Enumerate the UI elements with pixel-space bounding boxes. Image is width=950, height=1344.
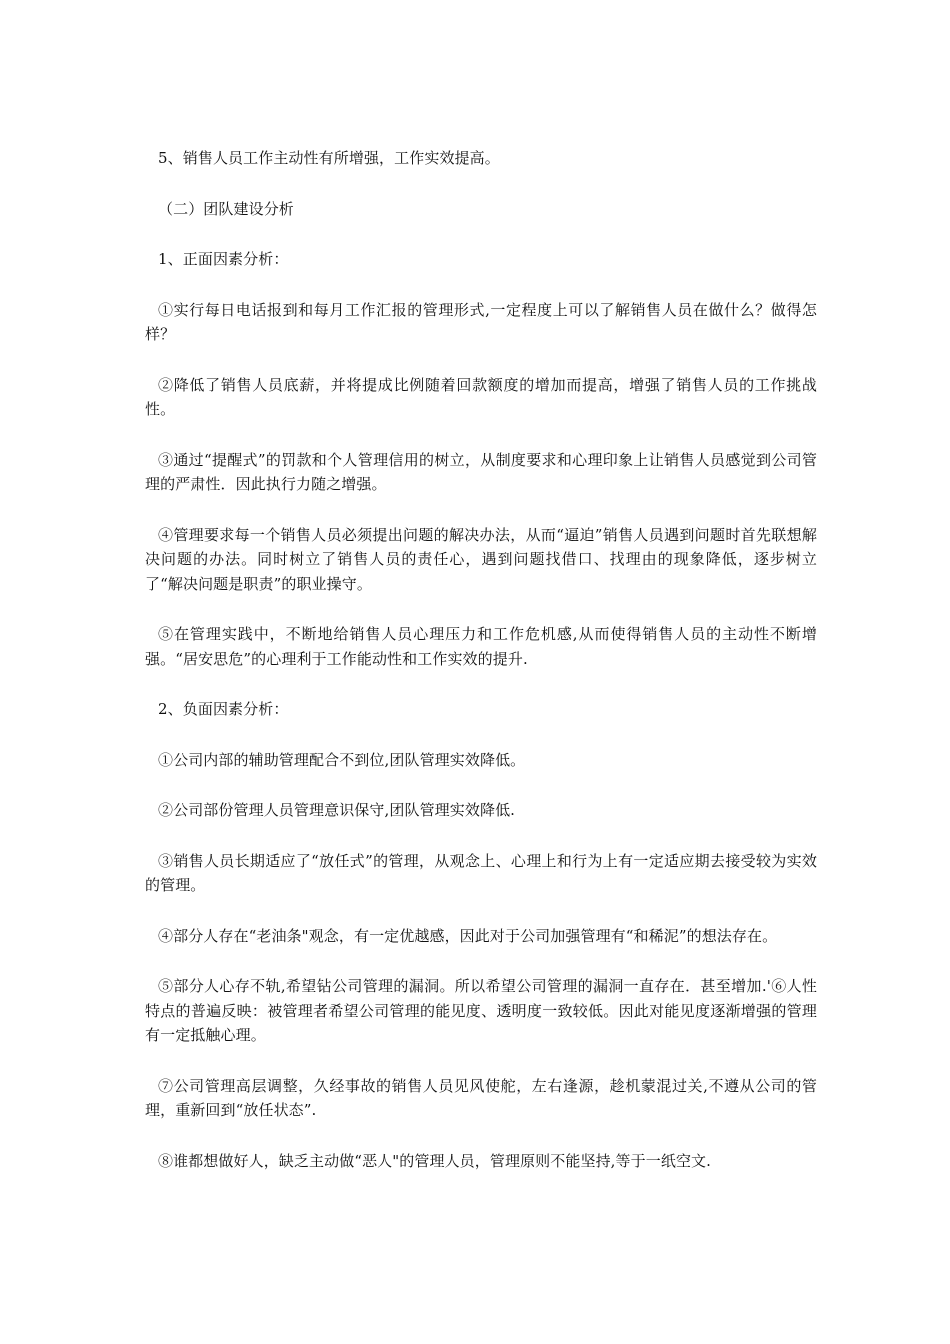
- paragraph-negative-3: ③销售人员长期适应了“放任式”的管理，从观念上、心理上和行为上有一定适应期去接受较为实效的管理。: [145, 851, 817, 894]
- subheading-negative-factors: 2、负面因素分析：: [158, 700, 289, 718]
- paragraph-positive-1: ①实行每日电话报到和每月工作汇报的管理形式,一定程度上可以了解销售人员在做什么？做得怎样？: [145, 300, 817, 343]
- paragraph-negative-7: ⑦公司管理高层调整，久经事故的销售人员见风使舵，左右逢源，趁机蒙混过关,不遵从公司的管理，重新回到“放任状态”.: [145, 1076, 817, 1119]
- paragraph-positive-5: ⑤在管理实践中，不断地给销售人员心理压力和工作危机感,从而使得销售人员的主动性不断增强。“居安思危”的心理利于工作能动性和工作实效的提升.: [145, 625, 817, 668]
- paragraph-positive-4: ④管理要求每一个销售人员必须提出问题的解决办法，从而“逼迫”销售人员遇到问题时首先联想解决问题的办法。同时树立了销售人员的责任心，遇到问题找借口、找理由的现象降低，逐步树立了“解决问题是职责”的职业操守。: [145, 525, 817, 593]
- paragraph-negative-5-6: ⑤部分人心存不轨,希望钻公司管理的漏洞。所以希望公司管理的漏洞一直存在．甚至增加.'⑥人性特点的普遍反映：被管理者希望公司管理的能见度、透明度一致较低。因此对能见度逐渐增强的管理有一定抵触心理。: [145, 977, 817, 1044]
- paragraph-positive-3: ③通过“提醒式”的罚款和个人管理信用的树立，从制度要求和心理印象上让销售人员感觉到公司管理的严肃性．因此执行力随之增强。: [145, 450, 817, 493]
- document-body: [145, 146, 817, 1199]
- paragraph-sales-initiative: 5、销售人员工作主动性有所增强，工作实效提高。: [158, 149, 500, 167]
- section-heading-team-analysis: （二）团队建设分析: [158, 199, 294, 218]
- paragraph-negative-8: ⑧谁都想做好人，缺乏主动做“恶人"的管理人员，管理原则不能坚持,等于一纸空文.: [158, 1151, 712, 1170]
- paragraph-negative-2: ②公司部份管理人员管理意识保守,团队管理实效降低.: [158, 801, 516, 819]
- paragraph-positive-2: ②降低了销售人员底薪，并将提成比例随着回款额度的增加而提高，增强了销售人员的工作挑战性。: [145, 375, 817, 418]
- subheading-positive-factors: 1、正面因素分析：: [158, 250, 289, 268]
- paragraph-negative-4: ④部分人存在“老油条"观念，有一定优越感，因此对于公司加强管理有“和稀泥”的想法存在。: [158, 926, 778, 945]
- paragraph-negative-1: ①公司内部的辅助管理配合不到位,团队管理实效降低。: [158, 750, 526, 769]
